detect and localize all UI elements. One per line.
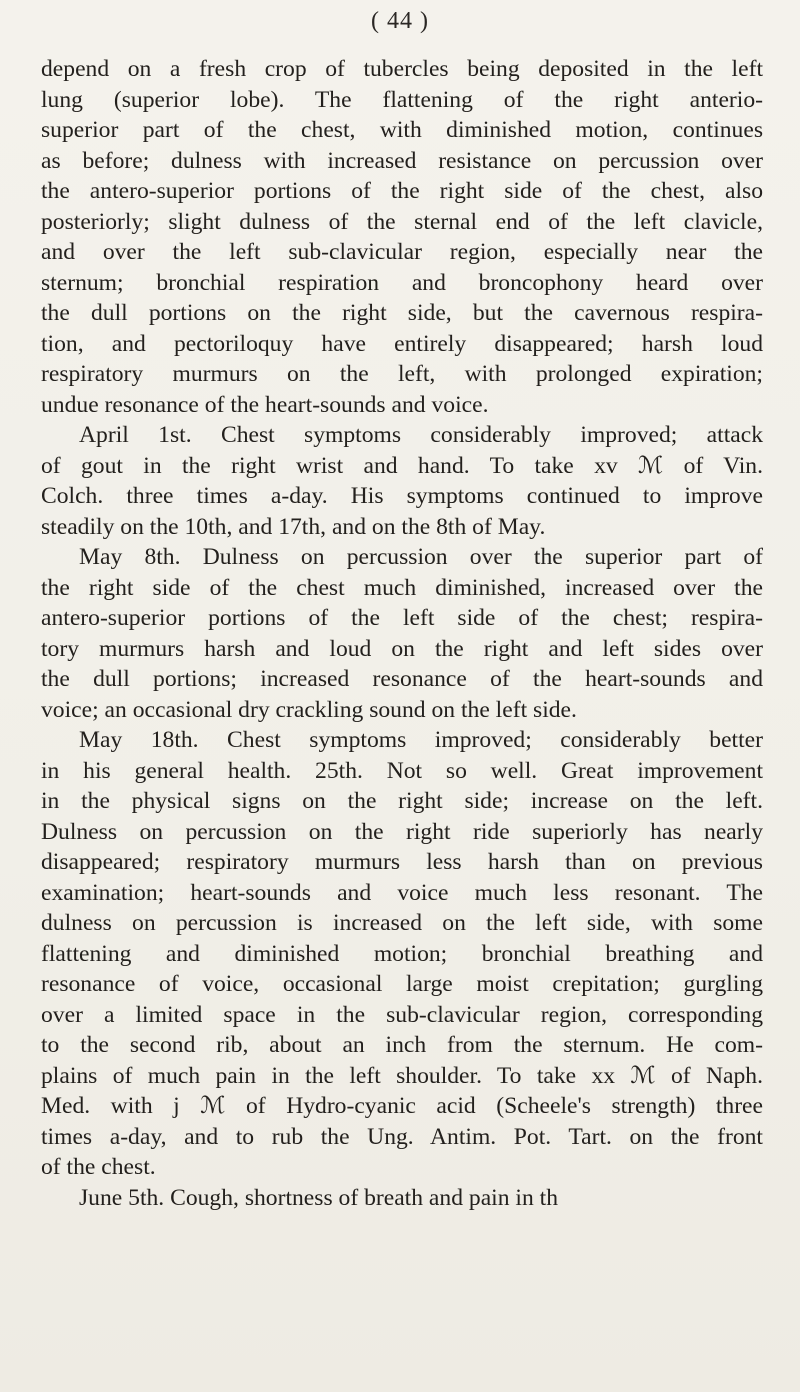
page-body-text: [41, 54, 763, 1213]
text-line: the right side of the chest much diminished, increased over the: [41, 574, 763, 601]
text-line: as before; dulness with increased resistance on percussion over: [41, 147, 763, 174]
text-line: May 8th. Dulness on percussion over the superior part of: [79, 544, 763, 570]
text-line: times a-day, and to rub the Ung. Antim. Pot. Tart. on the front: [41, 1123, 763, 1150]
text-line: steadily on the 10th, and 17th, and on the 8th of May.: [41, 513, 546, 540]
text-line: disappeared; respiratory murmurs less harsh than on previous: [41, 849, 763, 875]
text-line: over a limited space in the sub-clavicular region, corresponding: [41, 1001, 763, 1028]
text-line: and over the left sub-clavicular region, especially near the: [41, 239, 763, 265]
text-line: depend on a fresh crop of tubercles being deposited in the left: [41, 56, 763, 82]
page-number: ( 44 ): [371, 8, 429, 34]
text-line: undue resonance of the heart-sounds and voice.: [41, 391, 489, 418]
text-line: dulness on percussion is increased on the left side, with some: [41, 910, 763, 936]
text-line: Colch. three times a-day. His symptoms continued to improve: [41, 483, 763, 509]
text-line: tory murmurs harsh and loud on the right and left sides over: [41, 635, 763, 662]
text-line: May 18th. Chest symptoms improved; considerably better: [79, 727, 763, 753]
text-line: the dull portions; increased resonance of the heart-sounds and: [41, 666, 763, 692]
text-line: lung (superior lobe). The flattening of the right anterio-: [41, 86, 763, 113]
text-line: to the second rib, about an inch from the sternum. He com-: [41, 1032, 763, 1058]
text-line: in the physical signs on the right side; increase on the left.: [41, 788, 763, 814]
text-line: the antero-superior portions of the right side of the chest, also: [41, 178, 763, 204]
text-line: flattening and diminished motion; bronchial breathing and: [41, 940, 763, 967]
text-line: antero-superior portions of the left side of the chest; respira-: [41, 605, 763, 631]
text-line: resonance of voice, occasional large moist crepitation; gurgling: [41, 971, 763, 997]
text-line: examination; heart-sounds and voice much less resonant. The: [41, 879, 763, 906]
text-line: plains of much pain in the left shoulder. To take xx ℳ of Naph.: [41, 1062, 763, 1089]
text-line: of the chest.: [41, 1154, 156, 1180]
text-line: tion, and pectoriloquy have entirely disappeared; harsh loud: [41, 330, 763, 357]
text-line: posteriorly; slight dulness of the sternal end of the left clavicle,: [41, 208, 763, 235]
text-line: Med. with j ℳ of Hydro-cyanic acid (Scheele's strength) three: [41, 1093, 763, 1119]
text-line: voice; an occasional dry crackling sound on the left side.: [41, 696, 577, 723]
text-line: April 1st. Chest symptoms considerably improved; attack: [79, 422, 763, 448]
text-line: in his general health. 25th. Not so well. Great improvement: [41, 757, 763, 784]
text-line: Dulness on percussion on the right ride superiorly has nearly: [41, 818, 763, 845]
text-line: the dull portions on the right side, but the cavernous respira-: [41, 300, 763, 326]
text-line: respiratory murmurs on the left, with prolonged expiration;: [41, 361, 763, 387]
text-line: superior part of the chest, with diminished motion, continues: [41, 117, 763, 143]
text-line: sternum; bronchial respiration and broncophony heard over: [41, 269, 763, 296]
text-line: of gout in the right wrist and hand. To take xv ℳ of Vin.: [41, 452, 763, 479]
text-line: June 5th. Cough, shortness of breath and pain in th: [79, 1184, 559, 1211]
